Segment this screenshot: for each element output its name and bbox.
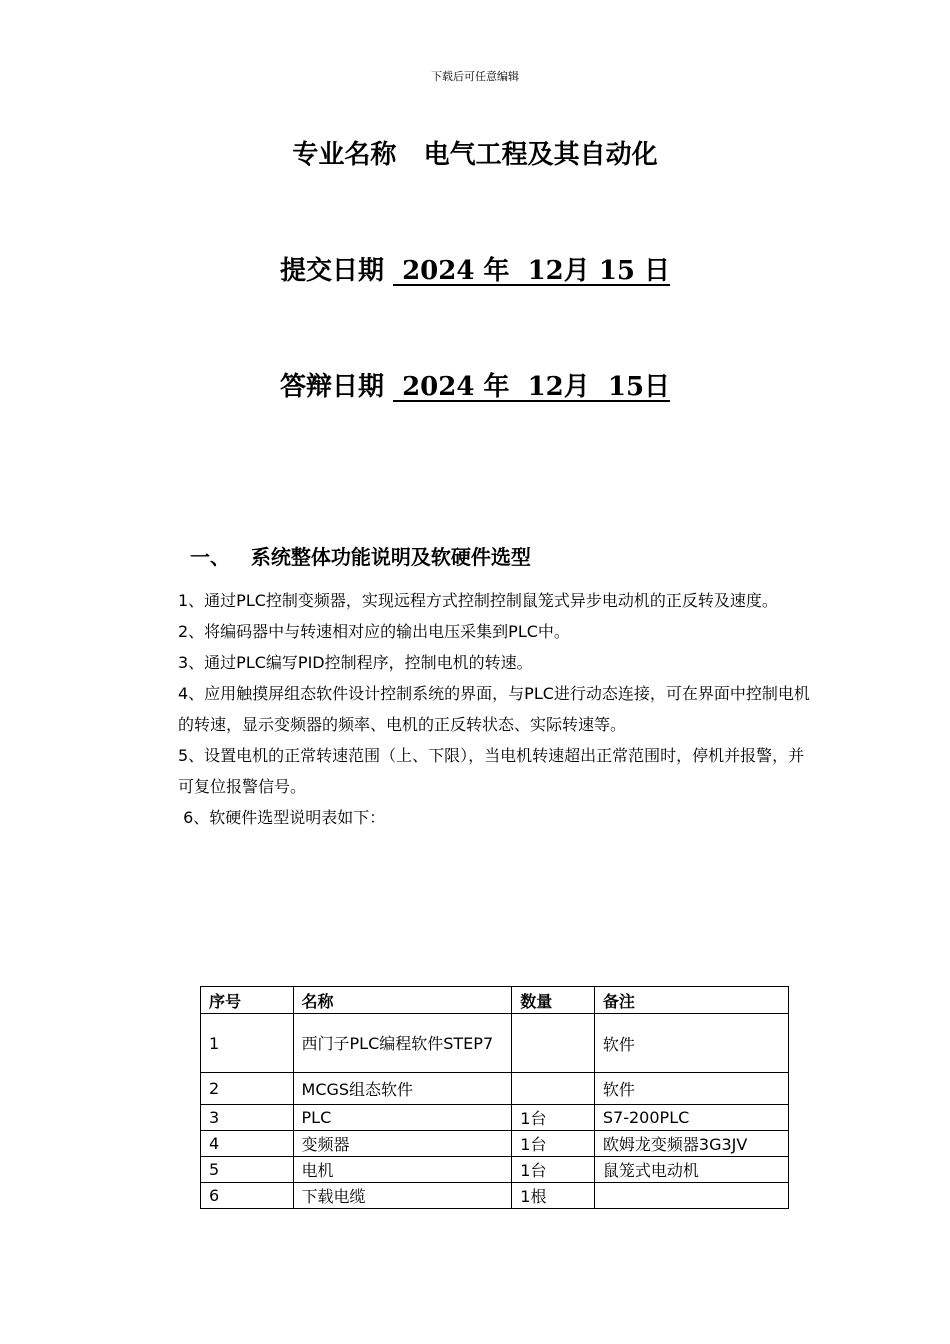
cell-index: 3 bbox=[201, 1105, 294, 1131]
table-row bbox=[201, 1073, 789, 1105]
cell-name: 电机 bbox=[293, 1157, 512, 1183]
cell-remark: 软件 bbox=[594, 1014, 788, 1073]
major-value: 电气工程及其自动化 bbox=[423, 140, 658, 170]
cell-remark: 欧姆龙变频器3G3JV bbox=[594, 1131, 788, 1157]
defense-date-label: 答辩日期 bbox=[279, 372, 384, 402]
cell-quantity: 1台 bbox=[512, 1157, 595, 1183]
table-row bbox=[201, 1014, 789, 1073]
table-row bbox=[201, 1157, 789, 1183]
cell-quantity: 1台 bbox=[512, 1131, 595, 1157]
submit-date-line bbox=[0, 250, 950, 287]
section-number: 一、 bbox=[190, 545, 230, 569]
table-row bbox=[201, 1105, 789, 1131]
cell-remark bbox=[594, 1183, 788, 1209]
cell-quantity: 1台 bbox=[512, 1105, 595, 1131]
paragraph-1: 1、通过PLC控制变频器，实现远程方式控制控制鼠笼式异步电动机的正反转及速度。 bbox=[178, 591, 778, 610]
header-remark: 备注 bbox=[594, 987, 788, 1014]
paragraph-6: 6、软硬件选型说明表如下： bbox=[178, 808, 386, 827]
cell-index: 5 bbox=[201, 1157, 294, 1183]
major-line bbox=[0, 134, 950, 171]
cell-index: 2 bbox=[201, 1073, 294, 1105]
header-index: 序号 bbox=[201, 987, 294, 1014]
cell-quantity: 1根 bbox=[512, 1183, 595, 1209]
submit-date-label: 提交日期 bbox=[279, 256, 384, 286]
table-row bbox=[201, 1131, 789, 1157]
cell-name: MCGS组态软件 bbox=[293, 1073, 512, 1105]
cell-remark: 鼠笼式电动机 bbox=[594, 1157, 788, 1183]
major-label: 专业名称 bbox=[292, 140, 397, 170]
paragraph-3: 3、通过PLC编写PID控制程序，控制电机的转速。 bbox=[178, 653, 533, 672]
cell-name: 变频器 bbox=[293, 1131, 512, 1157]
section-title-text: 系统整体功能说明及软硬件选型 bbox=[250, 545, 531, 569]
paragraph-4: 4、应用触摸屏组态软件设计控制系统的界面，与PLC进行动态连接，可在界面中控制电机的转速，显示变频器的频率、电机的正反转状态、实际转速等。 bbox=[178, 684, 810, 734]
defense-date-line bbox=[0, 366, 950, 403]
cell-index: 1 bbox=[201, 1014, 294, 1073]
cell-remark: S7-200PLC bbox=[594, 1105, 788, 1131]
section-title bbox=[190, 541, 531, 570]
cell-index: 6 bbox=[201, 1183, 294, 1209]
table-header-row bbox=[201, 987, 789, 1014]
cell-name: 下载电缆 bbox=[293, 1183, 512, 1209]
table-row bbox=[201, 1183, 789, 1209]
cell-name: PLC bbox=[293, 1105, 512, 1131]
submit-date-value: 2024 年 12月 15 日 bbox=[393, 256, 671, 286]
cell-remark: 软件 bbox=[594, 1073, 788, 1105]
cell-name: 西门子PLC编程软件STEP7 bbox=[293, 1014, 512, 1073]
cell-quantity bbox=[512, 1014, 595, 1073]
body-text bbox=[178, 585, 818, 833]
spec-table bbox=[200, 986, 789, 1209]
header-name: 名称 bbox=[293, 987, 512, 1014]
header-quantity: 数量 bbox=[512, 987, 595, 1014]
cell-quantity bbox=[512, 1073, 595, 1105]
defense-date-value: 2024 年 12月 15日 bbox=[393, 372, 671, 402]
header-note: 下载后可任意编辑 bbox=[431, 70, 519, 83]
paragraph-5: 5、设置电机的正常转速范围（上、下限），当电机转速超出正常范围时，停机并报警，并可复位报警信号。 bbox=[178, 746, 805, 796]
cell-index: 4 bbox=[201, 1131, 294, 1157]
paragraph-2: 2、将编码器中与转速相对应的输出电压采集到PLC中。 bbox=[178, 622, 570, 641]
